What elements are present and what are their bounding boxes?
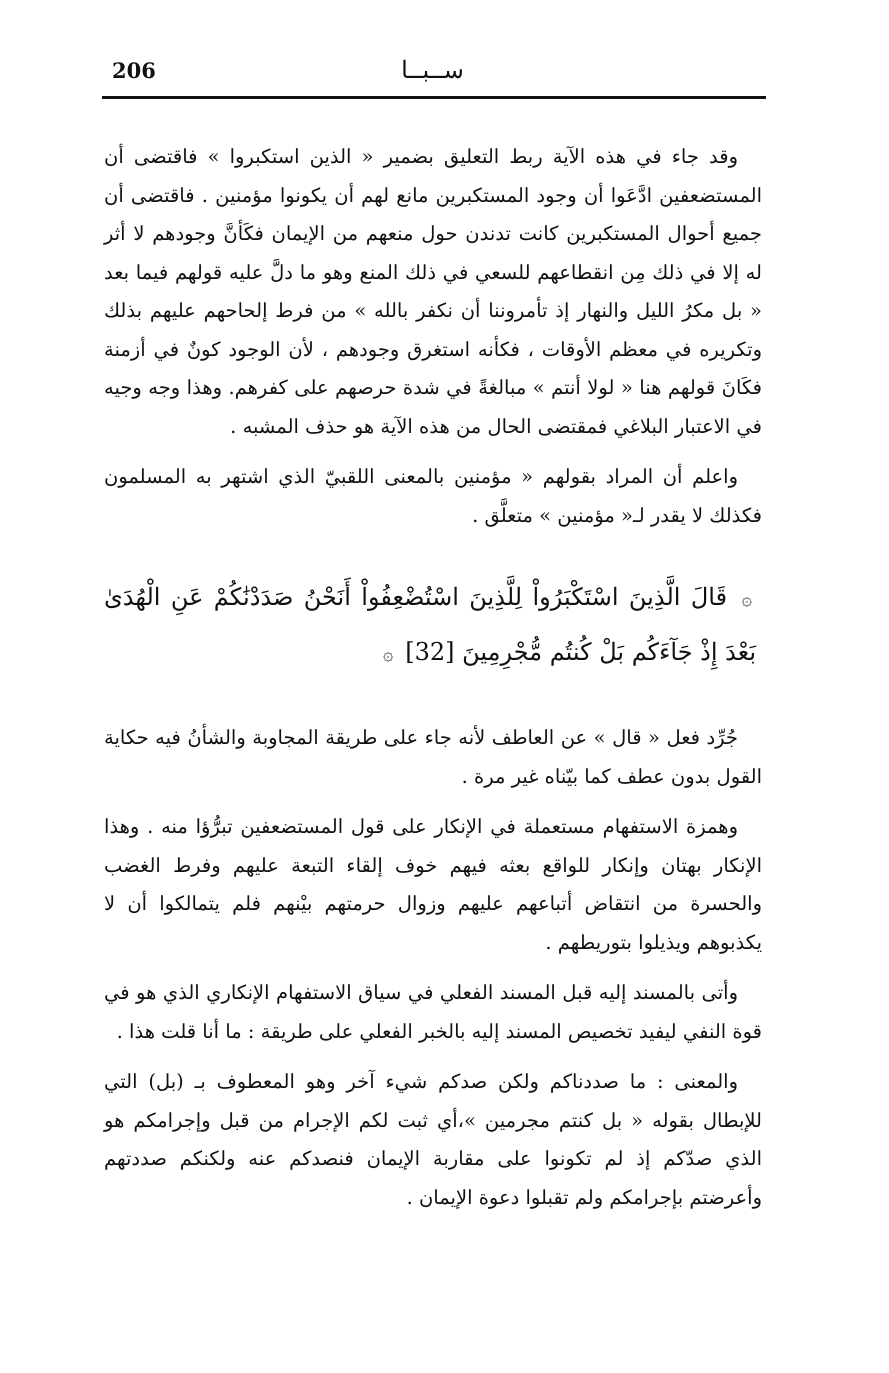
verse-text: قَالَ الَّذِينَ اسْتَكْبَرُواْ لِلَّذِينَ اسْتُضْعِفُواْ أَنَحْنُ صَدَدْنَٰكُمْ عَنِ الْهُدَىٰ بَعْدَ إِذْ جَآءَكُم بَلْ كُنتُم مُّجْرِمِينَ [32] xyxy=(104,583,756,666)
verse-close-ornament: ۞ xyxy=(383,644,394,665)
paragraph: وقد جاء في هذه الآية ربط التعليق بضمير « الذين استكبروا » فاقتضى أن المستضعفين ادَّعَوا أن وجود المستكبرين مانع لهم أن يكونوا مؤمنين . فاقتضى أن جميع أحوال المستكبرين كانت تدندن حول منعهم من الإيمان فكَأنَّ وجودهم لا أثر له إلا في ذلك مِن انقطاعهم للسعي في ذلك المنع وهو ما دلَّ عليه قولهم فيما بعد « بل مكرُ الليل والنهار إذ تأمروننا أن نكفر بالله » من فرط إلحاحهم عليهم بذلك وتكريره في معظم الأوقات ، فكأنه استغرق وجودهم ، لأن الوجود كونٌ في أزمنة فكَانَ قولهم هنا « لولا أنتم » مبالغةً في شدة حرصهم على كفرهم. وهذا وجه وجيه في الاعتبار البلاغي فمقتضى الحال من هذه الآية هو حذف المشبه . xyxy=(104,145,762,438)
paragraph: والمعنى : ما صددناكم ولكن صدكم شيء آخر وهو المعطوف بـ (بل) التي للإبطال بقوله « بل كنتم مجرمين »،أي ثبت لكم الإجرام من قبل وإجرامكم هو الذي صدّكم إذ لم تكونوا على مقاربة الإيمان فنصدكم عنه ولكنكم صددتهم وأعرضتم بإجرامكم ولم تقبلوا دعوة الإيمان . xyxy=(104,1070,762,1209)
paragraph: وهمزة الاستفهام مستعملة في الإنكار على قول المستضعفين تبرُّؤا منه . وهذا الإنكار بهتان وإنكار للواقع بعثه فيهم خوف إلقاء التبعة عليهم وفرط الغضب والحسرة من انتقاض أتباعهم عليهم وزوال حرمتهم بيْنهم فلم يتمالكوا أن لا يكذبوهم ويذيلوا بتوريطهم . xyxy=(104,815,762,954)
quran-verse xyxy=(104,571,762,681)
page-header xyxy=(100,52,765,96)
paragraph: جُرِّد فعل « قال » عن العاطف لأنه جاء على طريقة المجاوبة والشأنُ فيه حكاية القول بدون عطف كما بيّناه غير مرة . xyxy=(104,726,762,788)
page-number: 206 xyxy=(112,58,156,83)
running-title: ســبــا xyxy=(401,56,464,84)
verse-open-ornament: ۞ xyxy=(741,589,752,610)
body-text xyxy=(104,138,762,1217)
paragraph: وأتى بالمسند إليه قبل المسند الفعلي في سياق الاستفهام الإنكاري الذي هو في قوة النفي ليفيد تخصيص المسند إليه بالخبر الفعلي على طريقة : ما أنا قلت هذا . xyxy=(104,981,762,1043)
paragraph: واعلم أن المراد بقولهم « مؤمنين بالمعنى اللقبيّ الذي اشتهر به المسلمون فكذلك لا يقدر لـ« مؤمنين » متعلَّق . xyxy=(104,465,762,527)
header-rule xyxy=(102,96,766,99)
